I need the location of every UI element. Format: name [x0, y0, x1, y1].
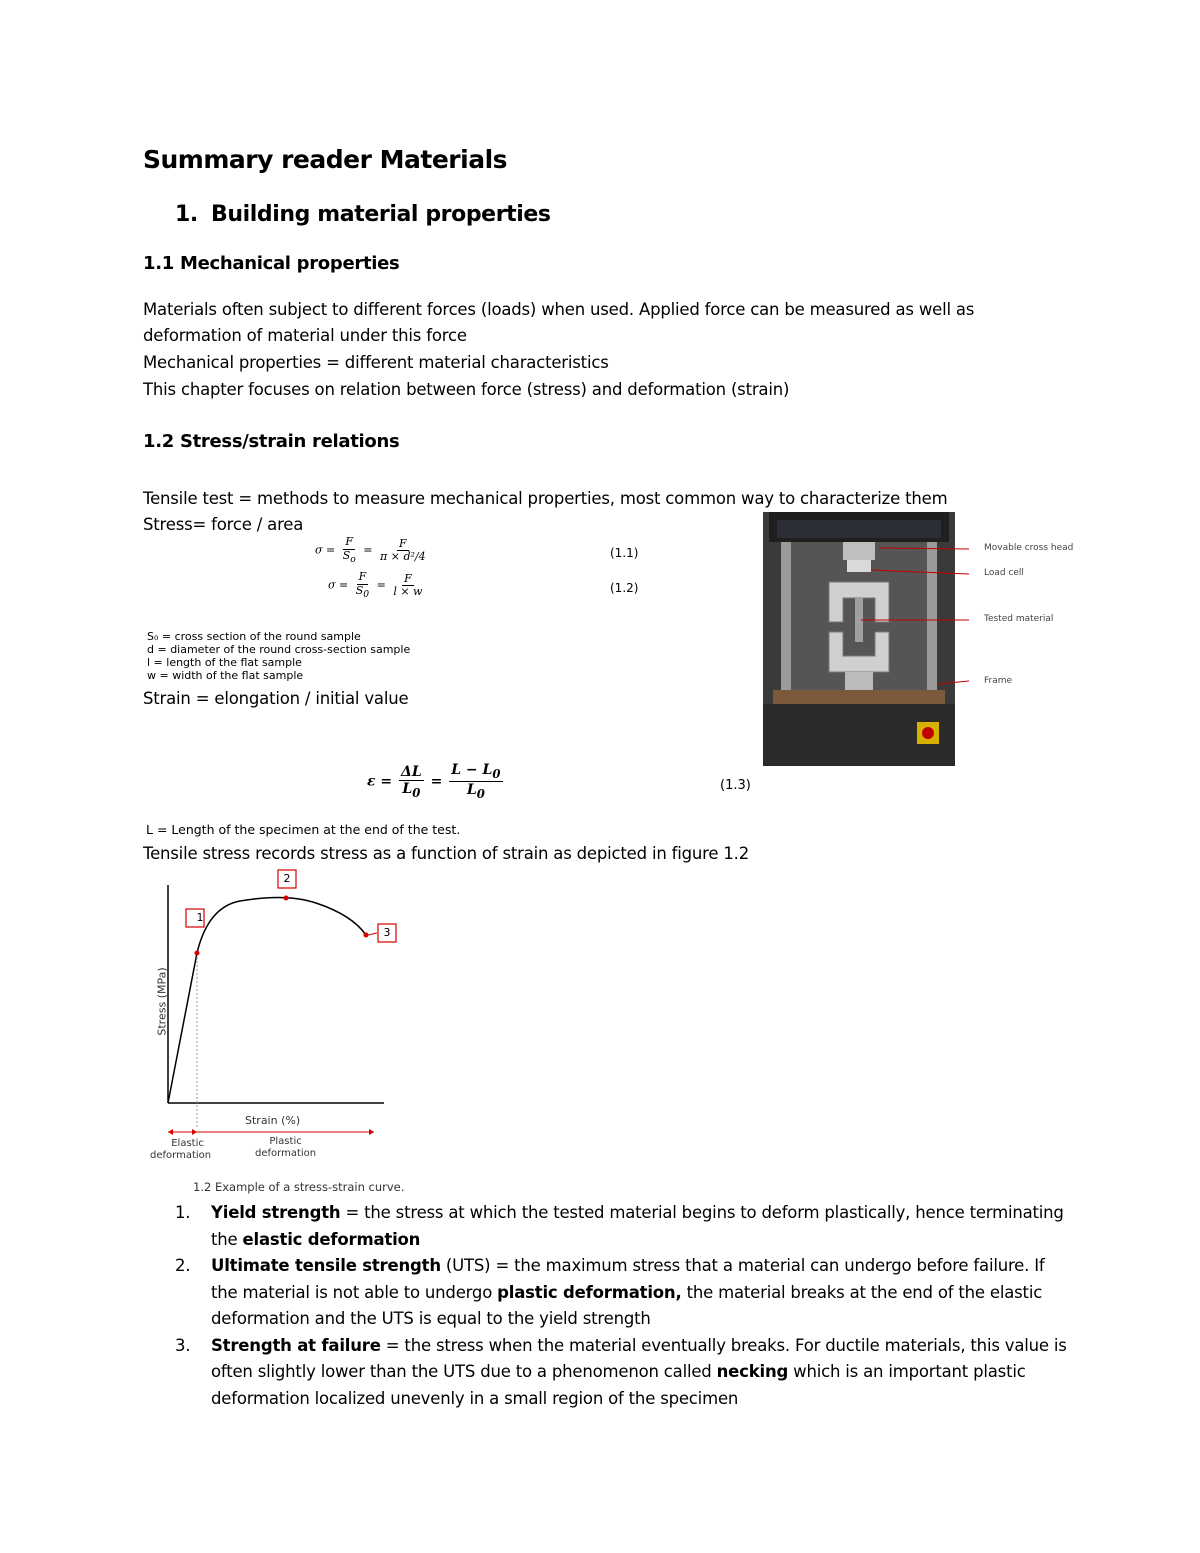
list-item — [175, 1253, 1075, 1333]
length-definition: L = Length of the specimen at the end of the test. — [146, 822, 461, 837]
symbol-legend-l: l = length of the flat sample — [147, 656, 302, 669]
definition-text: = the stress when the material eventually breaks. For ductile materials, this value is often slightly lower than the UTS due to a phenomenon called — [211, 1335, 1067, 1381]
elastic-label-line: deformation — [150, 1150, 212, 1161]
tensile-stress-line: Tensile stress records stress as a function of strain as depicted in figure 1.2 — [143, 844, 750, 863]
list-number: 2. — [175, 1256, 191, 1275]
y-axis-label: Stress (MPa) — [155, 967, 169, 1036]
equation-1-2: σ = $\frac{F}{S_0}$ = $\frac{F}{l \times w}$ — [328, 570, 423, 600]
equation-1-3: ε = $\frac{\Delta L}{L_0}$ = $\frac{L - L_0}{L_0}$ — [367, 762, 501, 802]
definition-text: = the stress at which the tested material begins to deform plastically, hence terminating the — [211, 1203, 1064, 1249]
symbol-legend-d: d = diameter of the round cross-section sample — [147, 643, 411, 656]
subsection-1-2-title: 1.2 Stress/strain relations — [143, 431, 400, 452]
term: Ultimate tensile strength — [211, 1256, 441, 1275]
stress-definition-line: Stress= force / area — [143, 515, 304, 534]
equation-number: (1.1) — [610, 546, 639, 560]
elastic-label-line: Elastic — [171, 1138, 204, 1149]
list-number: 1. — [175, 1203, 191, 1222]
tensile-test-line: Tensile test = methods to measure mechanical properties, most common way to characterize them — [143, 489, 948, 508]
paragraph-line: This chapter focuses on relation between force (stress) and deformation (strain) — [143, 380, 790, 399]
list-item-body — [211, 1200, 1075, 1253]
plastic-deformation-label — [255, 1136, 316, 1160]
term: plastic deformation, — [497, 1282, 682, 1302]
definition-text: (UTS) = the maximum stress that a material can undergo before failure. If the material is not able to undergo — [211, 1256, 1045, 1302]
section-1-number: 1. — [175, 202, 198, 227]
strain-definition-line: Strain = elongation / initial value — [143, 689, 409, 708]
paragraph-line: deformation of material under this force — [143, 326, 467, 345]
equation-1-1: σ = $\frac{F}{S_o}$ = $\frac{F}{\text{π × d²/4}}$ — [315, 535, 426, 565]
list-item — [175, 1333, 1075, 1413]
term: necking — [716, 1362, 789, 1381]
machine-label-frame: Frame — [984, 676, 1013, 686]
definition-text: which is an important plastic deformation localized unevenly in a small region of the specimen — [211, 1362, 1026, 1408]
equation-number: (1.2) — [610, 581, 639, 595]
machine-label-tested-material: Tested material — [984, 614, 1054, 624]
equation-number: (1.3) — [720, 778, 751, 793]
machine-label-load-cell: Load cell — [984, 568, 1024, 578]
marker-strength-at-failure: 3 — [383, 926, 391, 939]
marker-ultimate-tensile-strength: 2 — [283, 872, 291, 885]
definitions-list — [175, 1200, 1075, 1412]
elastic-deformation-label — [150, 1138, 211, 1162]
term: elastic deformation — [242, 1229, 421, 1249]
list-item-body — [211, 1253, 1075, 1333]
plastic-label-line: Plastic — [269, 1136, 302, 1147]
plastic-label-line: deformation — [255, 1148, 317, 1159]
paragraph-line: Materials often subject to different forces (loads) when used. Applied force can be measured as well as — [143, 300, 975, 319]
term: Strength at failure — [211, 1335, 381, 1355]
paragraph-line: Mechanical properties = different material characteristics — [143, 353, 609, 372]
x-axis-label: Strain (%) — [245, 1114, 301, 1127]
list-item-body — [211, 1333, 1075, 1413]
document-title: Summary reader Materials — [143, 145, 508, 174]
marker-yield-strength: 1 — [196, 911, 204, 924]
subsection-1-1-title: 1.1 Mechanical properties — [143, 253, 400, 274]
list-item — [175, 1200, 1075, 1253]
symbol-legend-w: w = width of the flat sample — [147, 669, 304, 682]
definition-text: the material breaks at the end of the elastic deformation and the UTS is equal to the yield strength — [211, 1282, 1043, 1328]
machine-label-crosshead: Movable cross head — [984, 543, 1074, 553]
term: Yield strength — [211, 1203, 341, 1222]
list-number: 3. — [175, 1335, 191, 1355]
figure-caption: 1.2 Example of a stress-strain curve. — [193, 1180, 405, 1194]
section-1-title: Building material properties — [211, 202, 551, 227]
symbol-legend-s0: S₀ = cross section of the round sample — [147, 630, 361, 643]
